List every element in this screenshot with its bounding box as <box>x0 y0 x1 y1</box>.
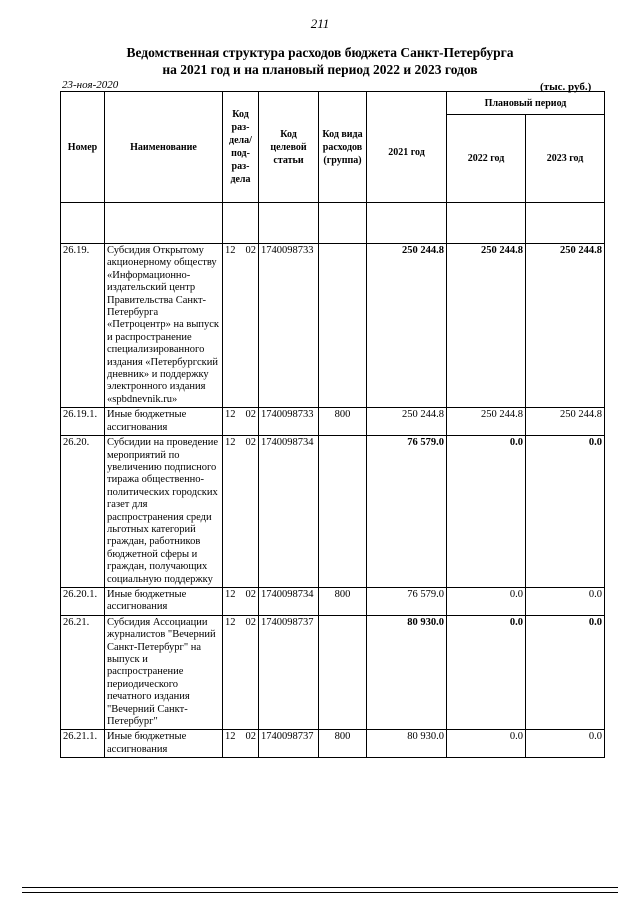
row-target-code: 1740098737 <box>259 730 319 758</box>
razdel-code: 12 <box>225 731 236 743</box>
table-row <box>61 408 605 436</box>
razdel-code: 12 <box>225 409 236 421</box>
row-number: 26.19.1. <box>61 408 105 436</box>
table-body <box>61 203 605 758</box>
document-title <box>0 44 640 78</box>
row-amount-2023: 250 244.8 <box>526 408 605 436</box>
header-2022: 2022 год <box>447 115 526 203</box>
podrazdel-code: 02 <box>245 588 256 600</box>
row-target-code: 1740098733 <box>259 244 319 408</box>
razdel-code: 12 <box>225 588 236 600</box>
row-amount-2022: 0.0 <box>447 436 526 588</box>
row-amount-2022: 250 244.8 <box>447 244 526 408</box>
podrazdel-code: 02 <box>245 245 256 256</box>
row-vid-code <box>319 244 367 408</box>
header-target: Код целевой статьи <box>259 92 319 203</box>
row-number: 26.19. <box>61 244 105 408</box>
row-vid-code: 800 <box>319 730 367 758</box>
row-amount-2021: 250 244.8 <box>367 244 447 408</box>
table-row <box>61 615 605 730</box>
row-name: Субсидия Открытому акционерному обществу «Информационно-издательский центр Правительства Санкт-Петербурга «Петроцентр» на выпуск и распространение специализированного издания «Петербургский дневник» и поддержку электронного издания «spbdnevnik.ru» <box>105 244 223 408</box>
row-amount-2022: 0.0 <box>447 587 526 615</box>
row-vid-code <box>319 436 367 588</box>
row-amount-2022: 0.0 <box>447 730 526 758</box>
table-row <box>61 436 605 588</box>
header-name: Наименование <box>105 92 223 203</box>
row-amount-2021: 250 244.8 <box>367 408 447 436</box>
row-number: 26.21. <box>61 615 105 730</box>
row-razdel <box>223 587 259 615</box>
podrazdel-code: 02 <box>245 437 256 449</box>
header-2023: 2023 год <box>526 115 605 203</box>
budget-table <box>60 91 605 758</box>
table-row <box>61 244 605 408</box>
row-number: 26.21.1. <box>61 730 105 758</box>
row-razdel <box>223 615 259 730</box>
row-amount-2021: 76 579.0 <box>367 587 447 615</box>
spacer-row <box>61 203 605 244</box>
row-amount-2021: 76 579.0 <box>367 436 447 588</box>
title-line-1: Ведомственная структура расходов бюджета Санкт-Петербурга <box>126 45 514 60</box>
row-amount-2023: 0.0 <box>526 730 605 758</box>
row-amount-2023: 250 244.8 <box>526 244 605 408</box>
page-number: 211 <box>310 16 330 31</box>
row-amount-2022: 250 244.8 <box>447 408 526 436</box>
row-name: Субсидия Ассоциации журналистов "Вечерний Санкт-Петербург" на выпуск и распространение периодического печатного издания "Вечерний Санкт-Петербург" <box>105 615 223 730</box>
row-name: Иные бюджетные ассигнования <box>105 408 223 436</box>
row-amount-2023: 0.0 <box>526 615 605 730</box>
row-vid-code: 800 <box>319 587 367 615</box>
row-vid-code <box>319 615 367 730</box>
row-razdel <box>223 244 259 408</box>
row-razdel <box>223 408 259 436</box>
row-name: Иные бюджетные ассигнования <box>105 730 223 758</box>
row-amount-2021: 80 930.0 <box>367 615 447 730</box>
header-row-1 <box>61 92 605 115</box>
row-number: 26.20.1. <box>61 587 105 615</box>
table-row <box>61 730 605 758</box>
title-line-2: на 2021 год и на плановый период 2022 и 2023 годов <box>162 62 478 77</box>
row-name: Иные бюджетные ассигнования <box>105 587 223 615</box>
units-label: (тыс. руб.) <box>540 81 592 93</box>
podrazdel-code: 02 <box>245 616 256 628</box>
header-2021: 2021 год <box>367 92 447 203</box>
row-name: Субсидии на проведение мероприятий по увеличению подписного тиража общественно-политических городских газет для распространения среди льготных категорий граждан, работников бюджетной сферы и граждан, получающих социальную поддержку <box>105 436 223 588</box>
podrazdel-code: 02 <box>245 731 256 743</box>
row-target-code: 1740098734 <box>259 436 319 588</box>
razdel-code: 12 <box>225 245 236 256</box>
row-target-code: 1740098733 <box>259 408 319 436</box>
row-number: 26.20. <box>61 436 105 588</box>
row-target-code: 1740098737 <box>259 615 319 730</box>
table-row <box>61 587 605 615</box>
row-amount-2023: 0.0 <box>526 436 605 588</box>
podrazdel-code: 02 <box>245 409 256 421</box>
footer-rule <box>22 887 618 888</box>
row-amount-2022: 0.0 <box>447 615 526 730</box>
document-date: 23-ноя-2020 <box>62 79 119 91</box>
row-razdel <box>223 436 259 588</box>
header-vid: Код вида расходов (группа) <box>319 92 367 203</box>
razdel-code: 12 <box>225 616 236 628</box>
row-razdel <box>223 730 259 758</box>
header-number: Номер <box>61 92 105 203</box>
row-target-code: 1740098734 <box>259 587 319 615</box>
row-vid-code: 800 <box>319 408 367 436</box>
header-plan-period: Плановый период <box>447 92 605 115</box>
razdel-code: 12 <box>225 437 236 449</box>
row-amount-2021: 80 930.0 <box>367 730 447 758</box>
footer-rule-2 <box>22 892 618 893</box>
row-amount-2023: 0.0 <box>526 587 605 615</box>
header-razdel: Код раз-дела/ под-раз-дела <box>223 92 259 203</box>
